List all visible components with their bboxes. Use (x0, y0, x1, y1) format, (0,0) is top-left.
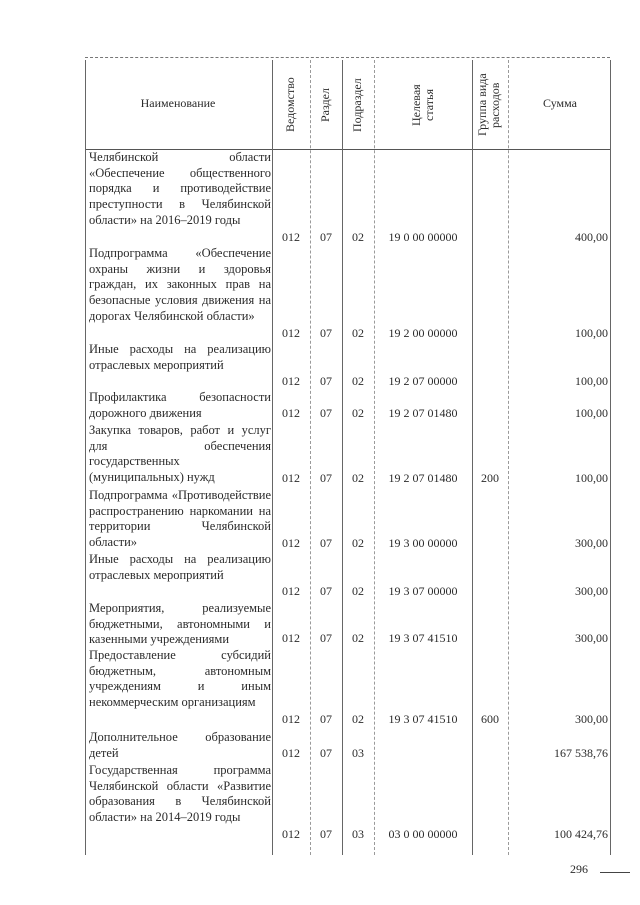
row-podrazdel: 02 (352, 471, 364, 485)
row-celevaya: 19 0 00 00000 (388, 230, 458, 244)
header-vedomstvo: Ведомство (283, 77, 297, 133)
row-vedomstvo: 012 (282, 326, 300, 340)
row-summa: 100,00 (575, 374, 608, 388)
row-razdel: 07 (320, 584, 332, 598)
row-celevaya: 19 2 07 01480 (388, 471, 458, 485)
row-razdel: 07 (320, 230, 332, 244)
row-celevaya: 19 3 07 00000 (388, 584, 458, 598)
table-row (85, 648, 610, 728)
row-summa: 100,00 (575, 326, 608, 340)
row-razdel: 07 (320, 631, 332, 645)
row-vedomstvo: 012 (282, 471, 300, 485)
table-row (85, 390, 610, 422)
row-podrazdel: 02 (352, 374, 364, 388)
header-celevaya-line2: статья (422, 89, 436, 121)
row-podrazdel: 02 (352, 712, 364, 726)
row-summa: 100 424,76 (554, 827, 608, 841)
page-number: 296 (570, 862, 588, 876)
row-podrazdel: 02 (352, 631, 364, 645)
row-summa: 100,00 (575, 471, 608, 485)
row-gruppa: 200 (481, 471, 499, 485)
table-row (85, 763, 610, 843)
header-celevaya-statya (410, 66, 436, 144)
row-name: Профилактика безопасности дорожного движения (89, 390, 271, 420)
table-row (85, 730, 610, 762)
row-name: Закупка товаров, работ и услуг для обеспечения государственных (муниципальных) нужд (89, 423, 271, 485)
row-celevaya: 03 0 00 00000 (388, 827, 458, 841)
table-top-border (85, 57, 610, 58)
row-vedomstvo: 012 (282, 827, 300, 841)
header-razdel: Раздел (318, 88, 332, 122)
row-summa: 300,00 (575, 536, 608, 550)
row-razdel: 07 (320, 471, 332, 485)
row-podrazdel: 02 (352, 584, 364, 598)
page-corner-mark (600, 872, 630, 873)
header-gruppa-vida (476, 62, 502, 148)
row-celevaya: 19 3 00 00000 (388, 536, 458, 550)
row-podrazdel: 03 (352, 827, 364, 841)
row-vedomstvo: 012 (282, 374, 300, 388)
row-summa: 300,00 (575, 712, 608, 726)
row-name: Мероприятия, реализуемые бюджетными, автономными и казенными учреждениями (89, 601, 271, 647)
row-name: Государственная программа Челябинской области «Развитие образования в Челябинской области» на 2014–2019 годы (89, 763, 271, 825)
table-row (85, 601, 610, 649)
header-podrazdel: Подраздел (350, 78, 364, 132)
row-name: Иные расходы на реализацию отраслевых мероприятий (89, 552, 271, 582)
table-row (85, 488, 610, 552)
row-vedomstvo: 012 (282, 746, 300, 760)
table-row (85, 342, 610, 389)
row-name: Челябинской области «Обеспечение общественного порядка и противодействие преступности в Челябинской области» на 2016–2019 годы (89, 150, 271, 227)
header-gruppa-line1: Группа вида (475, 73, 489, 137)
header-name: Наименование (140, 96, 216, 110)
row-name: Подпрограмма «Противодействие распространению наркомании на территории Челябинской области» (89, 488, 271, 550)
row-vedomstvo: 012 (282, 631, 300, 645)
row-gruppa: 600 (481, 712, 499, 726)
table-row (85, 552, 610, 600)
row-podrazdel: 02 (352, 326, 364, 340)
header-summa: Сумма (543, 96, 577, 110)
header-celevaya-line1: Целевая (409, 84, 423, 126)
row-vedomstvo: 012 (282, 406, 300, 420)
row-name: Иные расходы на реализацию отраслевых мероприятий (89, 342, 271, 372)
row-summa: 300,00 (575, 631, 608, 645)
row-razdel: 07 (320, 746, 332, 760)
row-summa: 167 538,76 (554, 746, 608, 760)
row-celevaya: 19 2 00 00000 (388, 326, 458, 340)
table-row (85, 423, 610, 487)
row-razdel: 07 (320, 326, 332, 340)
row-summa: 400,00 (575, 230, 608, 244)
row-vedomstvo: 012 (282, 584, 300, 598)
row-razdel: 07 (320, 406, 332, 420)
row-razdel: 07 (320, 374, 332, 388)
row-name: Предоставление субсидий бюджетным, автономным учреждениям и иным некоммерческим организациям (89, 648, 271, 710)
column-divider (610, 60, 611, 855)
row-celevaya: 19 2 07 00000 (388, 374, 458, 388)
row-razdel: 07 (320, 827, 332, 841)
row-podrazdel: 02 (352, 406, 364, 420)
row-podrazdel: 02 (352, 230, 364, 244)
row-summa: 300,00 (575, 584, 608, 598)
row-vedomstvo: 012 (282, 712, 300, 726)
table-row (85, 246, 610, 342)
row-vedomstvo: 012 (282, 536, 300, 550)
row-celevaya: 19 2 07 01480 (388, 406, 458, 420)
row-podrazdel: 02 (352, 536, 364, 550)
row-celevaya: 19 3 07 41510 (388, 712, 458, 726)
row-celevaya: 19 3 07 41510 (388, 631, 458, 645)
row-razdel: 07 (320, 712, 332, 726)
row-razdel: 07 (320, 536, 332, 550)
header-gruppa-line2: расходов (488, 82, 502, 128)
table-row (85, 150, 610, 244)
row-name: Подпрограмма «Обеспечение охраны жизни и здоровья граждан, их законных прав на безопасные условия движения на дорогах Челябинской области» (89, 246, 271, 323)
row-vedomstvo: 012 (282, 230, 300, 244)
row-summa: 100,00 (575, 406, 608, 420)
row-name: Дополнительное образование детей (89, 730, 271, 760)
row-podrazdel: 03 (352, 746, 364, 760)
